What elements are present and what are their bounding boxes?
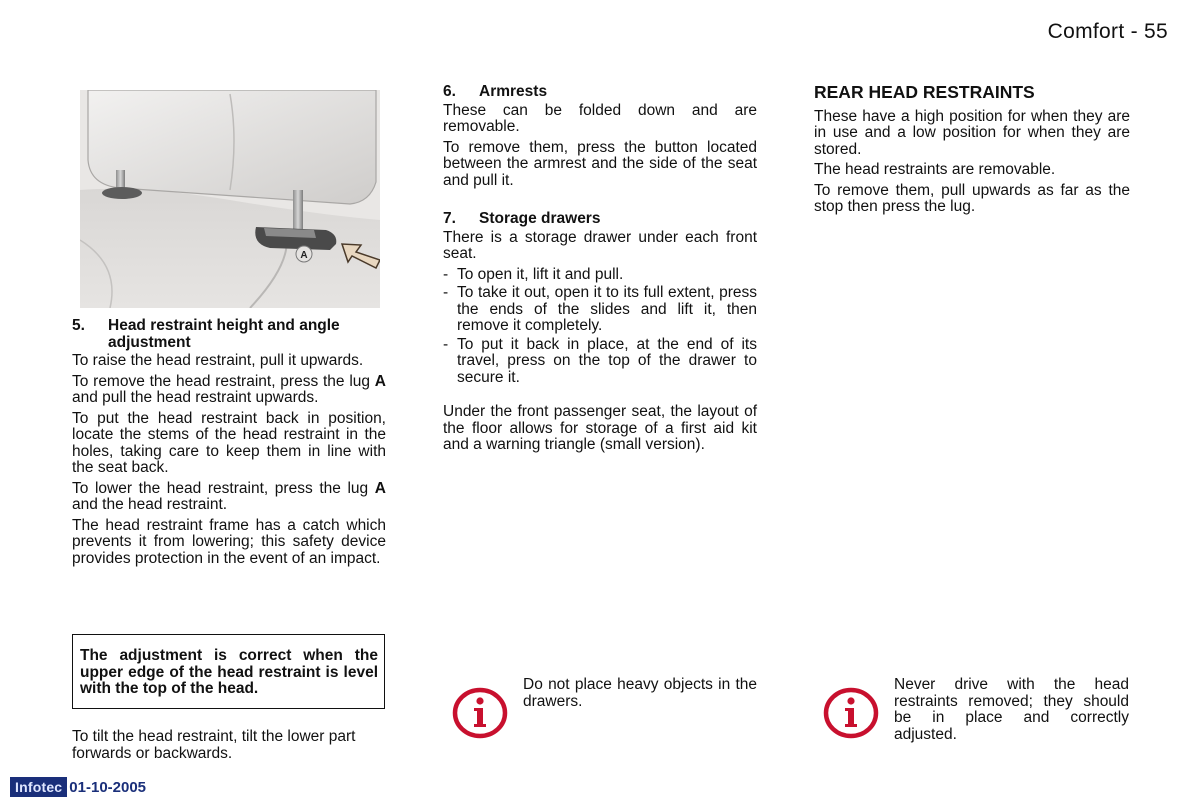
paragraph: The head restraint frame has a catch which prevents it from lowering; this safety device provides protection in the event of an impact. — [72, 516, 386, 567]
lug-label: A — [300, 250, 308, 261]
drawer-instructions-list — [443, 267, 757, 387]
page-number: 55 — [1144, 20, 1168, 43]
footer — [10, 776, 146, 798]
section-6-number: 6. — [443, 83, 456, 100]
list-item: - To take it out, open it to its full extent, press the ends of the slides and lift it, then remove it completely. — [443, 284, 757, 334]
section-7-number: 7. — [443, 210, 456, 227]
column-2 — [443, 84, 757, 458]
head-restraint-illustration — [80, 90, 380, 308]
adjustment-notice-box: The adjustment is correct when the upper edge of the head restraint is level with the top of the head. — [72, 634, 385, 709]
paragraph: To raise the head restraint, pull it upwards. — [72, 352, 364, 369]
paragraph: Under the front passenger seat, the layout of the floor allows for storage of a first aid kit and a warning triangle (small version). — [443, 403, 757, 453]
head-restraint-drawing — [80, 90, 380, 308]
page-header — [1048, 20, 1168, 44]
info-icon — [451, 686, 509, 740]
section-5-title: Head restraint height and angle adjustment — [108, 317, 340, 351]
paragraph: The head restraints are removable. — [814, 161, 1056, 178]
paragraph: To remove them, press the button located between the armrest and the side of the seat and pull it. — [443, 138, 757, 189]
column-3 — [814, 84, 1130, 220]
header-separator: - — [1130, 20, 1138, 43]
column-1 — [72, 318, 386, 571]
infotec-logo: Infotec — [10, 777, 67, 797]
footer-date: 01-10-2005 — [69, 778, 147, 796]
paragraph: To remove them, pull upwards as far as the stop then press the lug. — [814, 181, 1130, 215]
section-5-heading — [72, 318, 386, 351]
rear-head-restraints-title: REAR HEAD RESTRAINTS — [814, 82, 1035, 102]
section-6-heading — [443, 84, 757, 101]
paragraph: These have a high position for when they are in use and a low position for when they are stored. — [814, 107, 1130, 158]
paragraph: These can be folded down and are removable. — [443, 101, 757, 135]
section-5-number: 5. — [72, 317, 85, 334]
restraints-warning-text: Never drive with the head restraints removed; they should be in place and correctly adjusted. — [894, 676, 1129, 743]
drawers-warning-text: Do not place heavy objects in the drawers. — [523, 676, 757, 710]
paragraph: To lower the head restraint, press the lug A and the head restraint. — [72, 479, 386, 513]
list-item: - To open it, lift it and pull. — [443, 265, 624, 283]
info-icon — [822, 686, 880, 740]
section-name: Comfort — [1047, 20, 1125, 43]
paragraph: There is a storage drawer under each front seat. — [443, 228, 757, 262]
paragraph: To remove the head restraint, press the lug A and pull the head restraint upwards. — [72, 372, 386, 406]
paragraph: To put the head restraint back in position, locate the stems of the head restraint in the holes, taking care to keep them in line with the seat back. — [72, 409, 386, 476]
list-item: - To put it back in place, at the end of its travel, press on the top of the drawer to secure it. — [443, 335, 757, 386]
tilt-paragraph: To tilt the head restraint, tilt the lower part forwards or backwards. — [72, 728, 356, 762]
section-7-title: Storage drawers — [479, 210, 601, 227]
section-6-title: Armrests — [479, 83, 548, 100]
section-7-heading — [443, 211, 757, 228]
